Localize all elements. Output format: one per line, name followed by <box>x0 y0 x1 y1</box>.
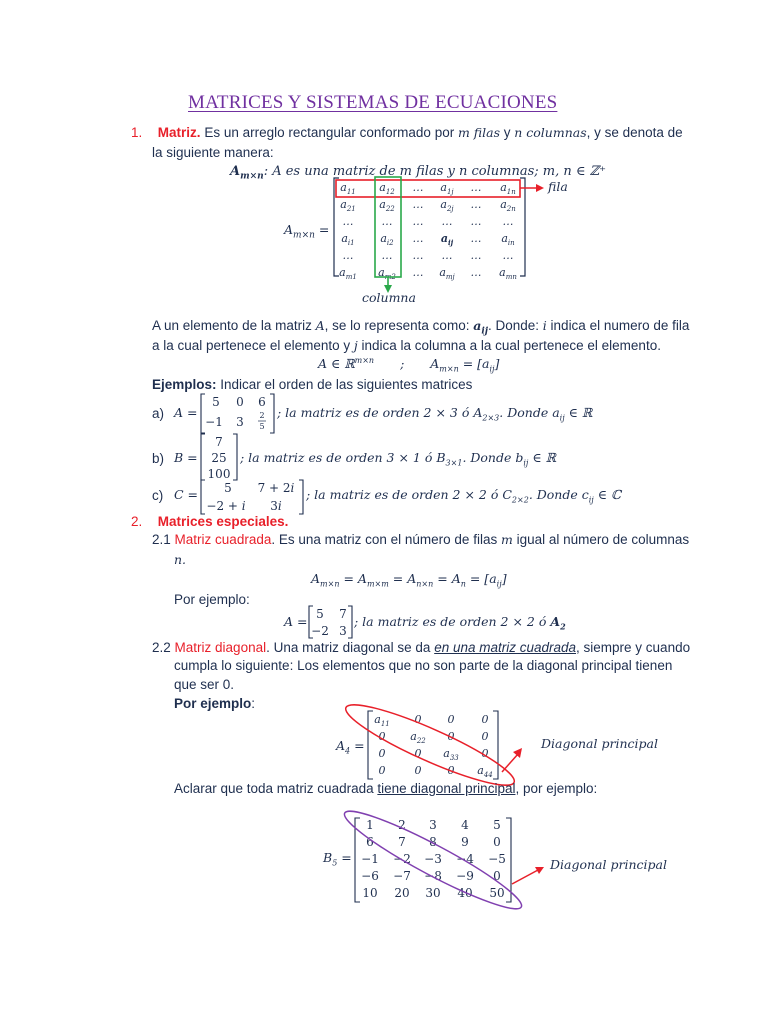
diagonal-matrix-sub: 4 <box>345 746 351 756</box>
membership-line <box>318 356 499 374</box>
sub-2-1-number: 2.1 <box>152 532 171 547</box>
b5-matrix-cell: 6 <box>366 835 374 849</box>
svg-text:5: 5 <box>212 395 220 409</box>
general-matrix-cell: $a_{11}$ <box>340 181 356 196</box>
example-b-desc-text: ; la matriz es de orden 3 × 1 ó B <box>240 450 446 465</box>
b5-matrix-cell: 0 <box>493 869 501 883</box>
general-matrix-cell: … <box>441 215 453 228</box>
section-2-number: 2. <box>131 514 143 529</box>
example-a-tail-sub: ij <box>559 413 565 423</box>
general-matrix-cell: $a_{mj}$ <box>439 266 455 281</box>
general-matrix-cell: $a_{i1}$ <box>341 232 355 247</box>
sub-2-1-example-matrix <box>308 604 354 640</box>
diagonal-matrix-cell: 0 <box>447 764 455 777</box>
b5-matrix-cell: 30 <box>425 886 441 900</box>
general-matrix-name: A <box>284 222 294 237</box>
b5-matrix-cell: 5 <box>493 818 501 832</box>
example-a-desc-text: ; la matriz es de orden 2 × 3 ó A <box>277 405 483 420</box>
general-matrix-cell: … <box>412 266 424 279</box>
diagonal-matrix-cell: 0 <box>414 747 422 760</box>
example-a-tail: . Donde a <box>499 405 560 420</box>
element-text-c: . Donde: <box>488 318 543 333</box>
b5-matrix-cell: −6 <box>361 869 379 883</box>
b5-matrix-cell: 8 <box>429 835 437 849</box>
equality-close: ] <box>494 356 500 372</box>
b5-matrix-cell: 10 <box>362 886 378 900</box>
element-aij: a <box>473 318 482 333</box>
notation-rest: : A es una matriz de m filas y n columnas; m, n ∈ ℤ⁺ <box>263 164 606 179</box>
page-title: MATRICES Y SISTEMAS DE ECUACIONES <box>188 92 558 113</box>
diagonal-matrix-symbol: A <box>336 738 346 753</box>
general-matrix-cell: … <box>502 249 514 262</box>
element-aij-sub: ij <box>481 326 488 337</box>
equality-rest: = [a <box>458 356 490 372</box>
diagonal-matrix-cell: $a_{22}$ <box>410 730 426 745</box>
sub-2-1-text-a: . Es una matriz con el número de filas <box>271 532 501 547</box>
b5-matrix-cell: −1 <box>361 852 379 866</box>
general-matrix-cell: … <box>412 232 424 245</box>
sub-2-2-line3: que ser 0. <box>174 677 235 692</box>
b5-matrix-cell: 0 <box>493 835 501 849</box>
svg-text:3: 3 <box>339 624 347 638</box>
ejemplos-line <box>152 377 472 392</box>
general-matrix-cell: … <box>412 249 424 262</box>
diagonal-matrix-cell: 0 <box>414 764 422 777</box>
element-a-symbol: A <box>315 318 325 333</box>
example-b-sub: 3×1 <box>445 458 463 468</box>
general-matrix-cell: … <box>470 232 482 245</box>
section-1-line1 <box>131 125 683 140</box>
general-matrix-cell: $a_{ij}$ <box>440 232 454 247</box>
example-c-symbol: C <box>174 487 184 502</box>
sub-2-1-formula: $A_{m\times n} = A_{m\times m} = A_{n\times n} = A_n = [a_{ij}]$ <box>311 571 507 589</box>
example-c-desc <box>306 487 621 505</box>
sub-2-2-ejemplo-label: Por ejemplo <box>174 696 252 711</box>
example-c-label: c) <box>152 488 164 503</box>
general-matrix-cell: $a_{1j}$ <box>440 181 454 196</box>
example-c-set: ∈ ℂ <box>593 487 621 502</box>
sub-2-2-term: Matriz diagonal <box>174 640 267 655</box>
aclarar-underline: tiene diagonal principal <box>377 781 516 796</box>
b5-sub: 5 <box>332 858 338 868</box>
b5-matrix-cell: 2 <box>398 818 406 832</box>
example-a-matrix <box>200 392 276 436</box>
example-a-set: ∈ ℝ <box>564 405 593 420</box>
b5-matrix-cell: −4 <box>456 852 474 866</box>
svg-text:7: 7 <box>215 435 223 449</box>
aclarar-line <box>174 781 597 796</box>
b5-matrix-cell: 9 <box>461 835 469 849</box>
notation-sub: m×n <box>240 171 264 182</box>
general-matrix-cell: … <box>470 181 482 194</box>
sub-2-2-text-a: . Una matriz diagonal se da <box>266 640 435 655</box>
general-matrix-cell: $a_{m2}$ <box>378 266 396 281</box>
svg-text:3𝑖: 3𝑖 <box>270 499 282 513</box>
sub-2-1-line1 <box>152 532 689 547</box>
section-1-def-b: , y se denota de <box>586 125 683 140</box>
notation-symbol: A <box>230 164 241 179</box>
svg-text:3: 3 <box>236 415 244 429</box>
svg-text:0: 0 <box>236 395 244 409</box>
sub-2-2-number: 2.2 <box>152 640 171 655</box>
general-matrix-cell: $a_{m1}$ <box>339 266 357 281</box>
sub-2-1-text-b: igual al número de columnas <box>512 532 690 547</box>
equality-rest-sub: ij <box>489 364 495 374</box>
svg-text:6: 6 <box>258 395 266 409</box>
general-matrix-cell: … <box>470 215 482 228</box>
example-a-sub: 2×3 <box>482 413 500 423</box>
diagonal-matrix-cell: 0 <box>378 764 386 777</box>
b5-diagonal-label: Diagonal principal <box>550 857 667 872</box>
b5-matrix-cell: −9 <box>456 869 474 883</box>
general-matrix-cell: … <box>502 215 514 228</box>
element-line2 <box>152 338 661 353</box>
example-b-tail: . Donde b <box>462 450 524 465</box>
b5-matrix-cell: 7 <box>398 835 406 849</box>
diagonal-matrix-cell: 0 <box>481 730 489 743</box>
svg-text:5: 5 <box>316 607 324 621</box>
section-1-def-a: Es un arreglo rectangular conformado por <box>200 125 458 140</box>
b5-matrix <box>340 810 570 910</box>
sub-2-1-desc-sub: 2 <box>560 621 566 632</box>
sub-2-2-ejemplo <box>174 696 255 711</box>
element-text-d: indica el numero de fila <box>546 318 690 333</box>
svg-text:5: 5 <box>259 422 265 431</box>
diagonal-ellipse <box>339 700 520 790</box>
general-matrix-cell: … <box>342 249 354 262</box>
example-b-symbol: B <box>174 450 184 465</box>
diagonal-matrix-cell: 0 <box>378 747 386 760</box>
section-1-n-columnas: n columnas <box>514 125 587 140</box>
element-j: j <box>353 338 358 353</box>
diagonal-matrix-cell: $a_{11}$ <box>374 713 390 728</box>
sub-2-1-line2: n. <box>174 552 187 567</box>
svg-text:100: 100 <box>207 467 231 481</box>
element-text-a: A un elemento de la matriz <box>152 318 316 333</box>
membership-sup: m×n <box>354 356 375 365</box>
b5-matrix-cell: 3 <box>429 818 437 832</box>
general-matrix-label: $A_{m\times n}$ = <box>284 222 330 241</box>
diagonal-matrix-cell: 0 <box>414 713 422 726</box>
membership-sep: ; <box>400 356 405 372</box>
section-1-m-filas: m filas <box>457 125 500 140</box>
sub-2-1-term: Matriz cuadrada <box>174 532 272 547</box>
b5-matrix-cell: −5 <box>488 852 506 866</box>
sub-2-1-desc-text: ; la matriz es de orden 2 × 2 ó <box>354 614 551 629</box>
general-matrix-cell: … <box>412 198 424 211</box>
b5-matrix-cell: 1 <box>366 818 374 832</box>
general-matrix-cell: … <box>441 249 453 262</box>
sub-2-2-line2: cumpla lo siguiente: Los elementos que no son parte de la diagonal principal tienen <box>174 658 673 673</box>
example-b-tail-sub: ij <box>523 458 529 468</box>
example-a-symbol: A <box>174 405 184 420</box>
example-c-tail: . Donde c <box>528 487 589 502</box>
b5-matrix-cell: 20 <box>394 886 410 900</box>
ejemplos-text: Indicar el orden de las siguientes matrices <box>216 377 473 392</box>
sub-2-1-example-name: A = <box>284 614 308 629</box>
general-matrix-cell: $a_{2j}$ <box>440 198 454 213</box>
b5-matrix-cell: 40 <box>457 886 473 900</box>
equality: A <box>430 356 440 372</box>
general-matrix-cell: … <box>412 181 424 194</box>
example-c-tail-sub: ij <box>588 495 594 505</box>
diagonal-matrix <box>330 700 550 790</box>
diagonal-matrix-cell: 0 <box>481 713 489 726</box>
aclarar-text-b: , por ejemplo: <box>515 781 598 796</box>
diagonal-label: Diagonal principal <box>541 736 658 751</box>
element-i: i <box>542 318 547 333</box>
diagonal-matrix-cell: 0 <box>447 713 455 726</box>
general-matrix-cell: … <box>342 215 354 228</box>
general-matrix-cell: … <box>470 266 482 279</box>
svg-text:5: 5 <box>224 481 232 495</box>
b5-symbol: B <box>323 850 333 865</box>
example-c-sub: 2×2 <box>511 495 529 505</box>
general-matrix-cell: … <box>470 198 482 211</box>
general-matrix-cell: $a_{21}$ <box>340 198 356 213</box>
general-matrix-cell: $a_{mn}$ <box>499 266 517 281</box>
example-b-name: B = <box>174 450 198 465</box>
element-line2-a: a la cual pertenece el elemento y <box>152 338 354 353</box>
example-a-name: A = <box>174 405 198 420</box>
svg-text:−2 + 𝑖: −2 + 𝑖 <box>206 499 246 513</box>
fila-highlight <box>336 180 520 197</box>
fila-label: fila <box>548 179 568 194</box>
example-c-desc-text: ; la matriz es de orden 2 × 2 ó C <box>306 487 512 502</box>
diagonal-matrix-cell: 0 <box>447 730 455 743</box>
svg-text:7 + 2𝑖: 7 + 2𝑖 <box>257 481 295 495</box>
ejemplos-label: Ejemplos: <box>152 377 217 392</box>
b5-matrix-cell: −3 <box>424 852 442 866</box>
section-2-term: Matrices especiales. <box>157 514 289 529</box>
general-matrix-cell: … <box>470 249 482 262</box>
sub-2-1-m: m <box>500 532 513 547</box>
general-matrix-cell: $a_{in}$ <box>501 232 515 247</box>
sub-2-2-ejemplo-colon: : <box>251 696 256 711</box>
general-matrix-cell: $a_{22}$ <box>379 198 395 213</box>
diagonal-matrix-cell: $a_{33}$ <box>443 747 459 762</box>
diagonal-matrix-name: $A_4$ = <box>336 738 365 756</box>
b5-matrix-cell: 50 <box>489 886 505 900</box>
general-matrix-sub: m×n <box>293 230 315 241</box>
general-matrix-cell: … <box>381 215 393 228</box>
diagonal-matrix-cell: $a_{44}$ <box>477 764 493 779</box>
element-line1 <box>152 318 689 337</box>
general-matrix-cell: $a_{2n}$ <box>500 198 516 213</box>
svg-text:2: 2 <box>259 411 265 420</box>
equality-sub: m×n <box>439 364 459 374</box>
b5-matrix-cell: −2 <box>393 852 411 866</box>
example-a-desc <box>277 405 592 423</box>
section-2-heading <box>131 514 288 529</box>
element-line2-b: indica la columna a la cual pertenece el elemento. <box>357 338 661 353</box>
sub-2-1-ejemplo: Por ejemplo: <box>174 592 250 607</box>
example-c-name: C = <box>174 487 199 502</box>
diagonal-matrix-cell: 0 <box>481 747 489 760</box>
membership: A ∈ ℝ <box>318 356 355 372</box>
general-matrix-cell: $a_{1n}$ <box>500 181 516 196</box>
sub-2-2-line1 <box>152 640 690 655</box>
section-1-y: y <box>499 125 515 140</box>
b5-matrix-cell: 4 <box>461 818 469 832</box>
columna-label: columna <box>362 290 416 305</box>
example-b-desc <box>240 450 556 468</box>
svg-text:25: 25 <box>211 451 227 465</box>
sub-2-2-text-b: , siempre y cuando <box>576 640 691 655</box>
general-matrix-cell: $a_{12}$ <box>379 181 395 196</box>
general-matrix-cell: … <box>412 215 424 228</box>
b5-matrix-cell: −8 <box>424 869 442 883</box>
example-b-set: ∈ ℝ <box>528 450 556 465</box>
svg-text:−2: −2 <box>311 624 329 638</box>
example-b-label: b) <box>152 451 165 466</box>
general-matrix-cell: $a_{i2}$ <box>380 232 394 247</box>
diagonal-matrix-cell: 0 <box>378 730 386 743</box>
b5-matrix-cell: −7 <box>393 869 411 883</box>
aclarar-text-a: Aclarar que toda matriz cuadrada <box>174 781 378 796</box>
section-1-term: Matriz. <box>157 125 201 140</box>
section-1-line2: la siguiente manera: <box>152 145 274 160</box>
svg-text:7: 7 <box>339 607 347 621</box>
example-b-matrix <box>200 432 240 482</box>
example-c-matrix <box>200 478 306 516</box>
general-matrix-cell: … <box>381 249 393 262</box>
section-1-number: 1. <box>131 125 143 140</box>
sub-2-1-example-desc <box>354 614 566 632</box>
sub-2-1-desc-a: A <box>550 614 561 629</box>
example-a-label: a) <box>152 406 165 421</box>
b5-matrix-name: $B_5$ = <box>323 850 352 868</box>
sub-2-2-underline: en una matriz cuadrada <box>434 640 577 655</box>
svg-text:−1: −1 <box>205 415 223 429</box>
element-text-b: , se lo representa como: <box>324 318 474 333</box>
